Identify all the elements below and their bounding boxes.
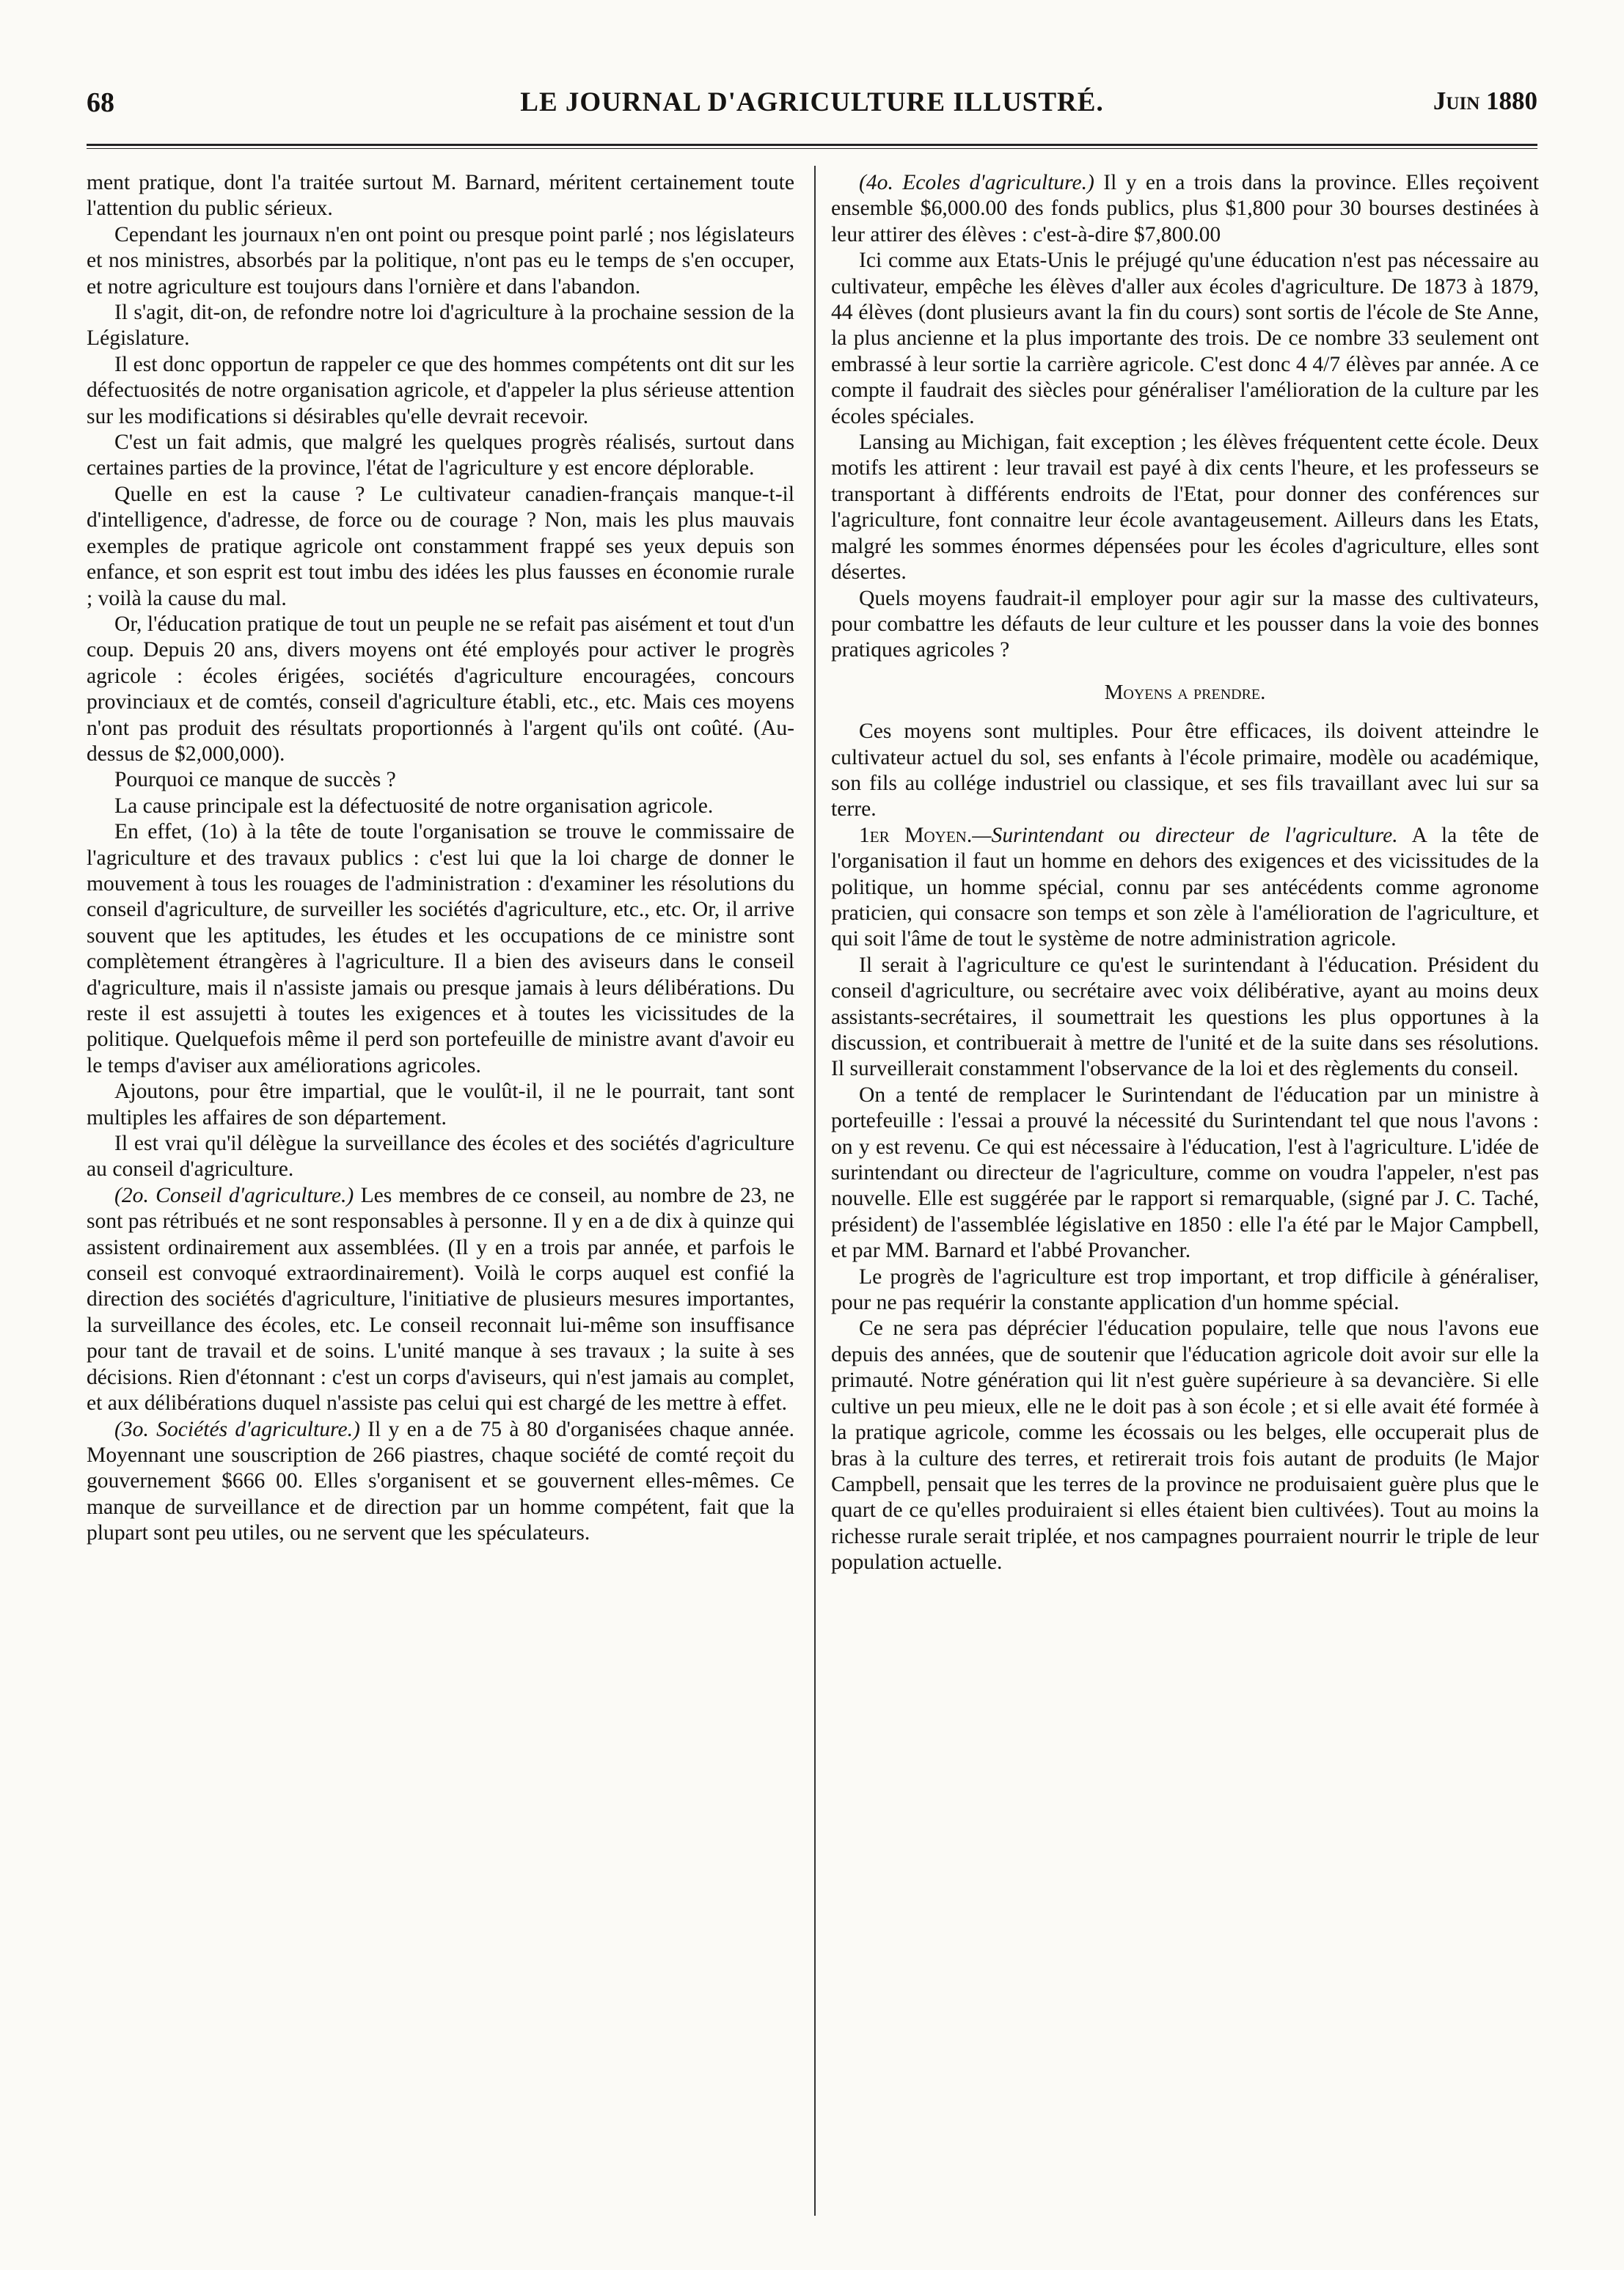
paragraph: Cependant les journaux n'en ont point ou presque point parlé ; nos législateurs et nos ministres, absorbés par la politique, n'ont pas eu le temps de s'en occuper, et notre agriculture est toujours dans l'ornière et dans l'abandon. — [87, 222, 794, 299]
paragraph-body: A la tête de l'organisation il faut un homme en dehors des exigences et des vicissitudes de la politique, un homme spécial, connu par ses antécédents comme agronome praticien, qui consacre son temps et son zèle à l'amélioration de l'agriculture, et qui soit l'âme de tout le système de notre administration agricole. — [831, 823, 1539, 951]
paragraph: Ces moyens sont multiples. Pour être efficaces, ils doivent atteindre le cultivateur actuel du sol, ses enfants à l'école primaire, modèle ou académique, son fils au collége industriel ou classique, et ses fils travaillant avec lui sur sa terre. — [831, 720, 1539, 821]
paragraph-moyen-1 — [831, 823, 1539, 953]
paragraph: Pourquoi ce manque de succès ? — [114, 768, 396, 792]
column-divider — [814, 166, 816, 2216]
paragraph-heading: (4o. Ecoles d'agriculture.) — [859, 171, 1094, 194]
journal-title: LE JOURNAL D'AGRICULTURE ILLUSTRÉ. — [520, 87, 1104, 117]
paragraph: ment pratique, dont l'a traitée surtout M. Barnard, méritent certainement toute l'attention du public sérieux. — [87, 171, 794, 221]
paragraph-heading: —Surintendant ou directeur de l'agriculture. — [972, 823, 1398, 847]
page-header — [87, 87, 1537, 138]
paragraph-body: Il y en a de 75 à 80 d'organisées chaque année. Moyennant une souscription de 266 piastres, chaque société de comté reçoit du gouvernement $666 00. Elles s'organisent et se gouvernent elles-mêmes. Ce manque de surveillance et de direction par un homme compétent, fait que la plupart sont peu utiles, ou ne servent que les spéculateurs. — [87, 1417, 794, 1545]
paragraph: Quels moyens faudrait-il employer pour agir sur la masse des cultivateurs, pour combattre les défauts de leur culture et les pousser dans la voie des bonnes pratiques agricoles ? — [831, 586, 1539, 662]
paragraph-heading: (3o. Sociétés d'agriculture.) — [114, 1417, 360, 1441]
left-column — [87, 170, 794, 1547]
section-title: Moyens a prendre. — [1104, 680, 1266, 704]
paragraph: Le progrès de l'agriculture est trop important, et trop difficile à généraliser, pour ne pas requérir la constante application d'un homme spécial. — [831, 1264, 1539, 1315]
paragraph: En effet, (1o) à la tête de toute l'organisation se trouve le commissaire de l'agriculture et des travaux publics : c'est lui que la loi charge de donner le mouvement à tous les rouages de l'administration : d'examiner les résolutions du conseil d'agriculture, de surveiller les sociétés d'agriculture, etc., etc. Or, il arrive souvent que les aptitudes, les études et les occupations de ce ministre sont complètement étrangères à l'agriculture. Il a bien des aviseurs dans le conseil d'agriculture, mais il n'assiste jamais ou presque jamais à leurs délibérations. Du reste il est assujetti à toutes les exigences et à toutes les vicissitudes de la politique. Quelquefois même il perd son portefeuille de ministre avant d'avoir eu le temps d'aviser aux améliorations agricoles. — [87, 820, 794, 1077]
paragraph: Or, l'éducation pratique de tout un peuple ne se refait pas aisément et tout d'un coup. Depuis 20 ans, divers moyens ont été employés pour activer le progrès agricole : écoles érigées, sociétés d'agriculture encouragées, concours provinciaux et de comtés, conseil d'agriculture établi, etc., etc. Mais ces moyens n'ont pas produit des résultats proportionnés à l'argent qu'ils ont coûté. (Au-dessus de $2,000,000). — [87, 612, 794, 766]
paragraph: Ce ne sera pas déprécier l'éducation populaire, telle que nous l'avons eue depuis des années, que de soutenir que l'éducation agricole doit avoir sur elle la primauté. Notre génération qui lit n'est guère supérieure à sa devancière. Si elle cultive un peu mieux, elle ne le doit pas à son école ; et si elle avait été formée à la pratique agricole, comme les écossais ou les belges, elle occuperait plus de bras à la culture des terres, et retirerait trois fois autant de produits (le Major Campbell, pensait que les terres de la province ne produisaient guère plus que le quart de ce qu'elles produiraient si elles étaient bien cultivées). Tout au moins la richesse rurale serait triplée, et nos campagnes pourraient nourrir le triple de leur population actuelle. — [831, 1317, 1539, 1575]
paragraph: Lansing au Michigan, fait exception ; les élèves fréquentent cette école. Deux motifs les attirent : leur travail est payé à dix cents l'heure, et les professeurs se transportant à différents endroits de l'Etat, pour donner des conférences sur l'agriculture, font connaitre leur école avantageusement. Ailleurs dans les Etats, malgré les sommes énormes dépensées pour les écoles d'agriculture, elles sont désertes. — [831, 431, 1539, 585]
paragraph: On a tenté de remplacer le Surintendant de l'éducation par un ministre à portefeuille : l'essai a prouvé la nécessité du Surintendant tel que nous l'avons : on y est revenu. Ce qui est nécessaire à l'éducation, l'est à l'agriculture. L'idée de surintendant ou directeur de l'agriculture, comme on voudra l'appeler, n'est pas nouvelle. Elle est suggérée par le rapport si remarquable, (signé par J. C. Taché, président) de l'assemblée législative en 1850 : elle l'a été par le Major Campbell, et par MM. Barnard et l'abbé Provancher. — [831, 1083, 1539, 1263]
paragraph: C'est un fait admis, que malgré les quelques progrès réalisés, surtout dans certaines parties de la province, l'état de l'agriculture y est encore déplorable. — [87, 431, 794, 480]
paragraph-body: Il y en a trois dans la province. Elles reçoivent ensemble $6,000.00 des fonds publics, plus $1,800 pour 30 bourses destinées à leur attirer des élèves : c'est-à-dire $7,800.00 — [831, 171, 1540, 246]
paragraph-conseil — [87, 1183, 794, 1417]
paragraph: Ici comme aux Etats-Unis le préjugé qu'une éducation n'est pas nécessaire au cultivateur, empêche les élèves d'aller aux écoles d'agriculture. De 1873 à 1879, 44 élèves (dont plusieurs avant la fin du cours) sont sortis de l'école de Ste Anne, la plus ancienne et la plus importante des trois. De ce nombre 33 seulement ont embrassé à leur sortie la carrière agricole. C'est donc 4 4/7 élèves par année. A ce compte il faudrait des siècles pour généraliser l'amélioration de la culture par les écoles spéciales. — [831, 249, 1539, 428]
paragraph: Quelle en est la cause ? Le cultivateur canadien-français manque-t-il d'intelligence, d'adresse, de force ou de courage ? Non, mais les plus mauvais exemples de pratique agricole ont constamment frappé ses yeux depuis son enfance, et son esprit est tout imbu des idées les plus fausses en économie rurale ; voilà la cause du mal. — [87, 482, 794, 610]
issue-date: Juin 1880 — [1433, 87, 1537, 115]
paragraph: Il est donc opportun de rappeler ce que des hommes compétents ont dit sur les défectuosités de notre organisation agricole, et d'appeler la plus sérieuse attention sur les modifications si désirables qu'elle devrait recevoir. — [87, 352, 794, 428]
moyen-label: 1er Moyen. — [859, 823, 973, 847]
right-column — [831, 170, 1539, 1576]
paragraph-societes — [87, 1417, 794, 1547]
paragraph: Il est vrai qu'il délègue la surveillance des écoles et des sociétés d'agriculture au conseil d'agriculture. — [87, 1132, 794, 1182]
paragraph-body: Les membres de ce conseil, au nombre de 23, ne sont pas rétribués et ne sont responsables à personne. Il y en a de dix à quinze qui assistent ordinairement aux assemblées. (Il y en a trois par année, et parfois le conseil est convoqué extraordinairement). Voilà le corps auquel est confié la direction des sociétés d'agriculture, l'initiative de plusieurs mesures importantes, la surveillance des écoles, etc. Le conseil reconnait lui-même son insuffisance pour tant de travail et de soins. L'unité manque à ses travaux ; la suite à ses décisions. Rien d'étonnant : c'est un corps d'aviseurs, qui n'est jamais au complet, et aux délibérations duquel n'assiste pas celui qui est chargé de les mettre à effet. — [87, 1183, 794, 1416]
paragraph: Il s'agit, dit-on, de refondre notre loi d'agriculture à la prochaine session de la Législature. — [87, 301, 794, 351]
paragraph: La cause principale est la défectuosité de notre organisation agricole. — [114, 794, 714, 818]
paragraph: Ajoutons, pour être impartial, que le voulût-il, il ne le pourrait, tant sont multiples les affaires de son département. — [87, 1080, 794, 1129]
paragraph: Il serait à l'agriculture ce qu'est le surintendant à l'éducation. Président du conseil d'agriculture, ou secrétaire avec voix délibérative, ayant au moins deux assistants-secrétaires, il soumettrait les questions les plus opportunes à la discussion, et contribuerait à mettre de l'unité et de la suite dans ses résolutions. Il surveillerait constamment l'observance de la loi et des règlements du conseil. — [831, 953, 1539, 1081]
paragraph-heading: (2o. Conseil d'agriculture.) — [114, 1183, 354, 1207]
page-number: 68 — [87, 87, 114, 118]
header-rule — [87, 144, 1537, 149]
paragraph-ecoles — [831, 170, 1539, 248]
